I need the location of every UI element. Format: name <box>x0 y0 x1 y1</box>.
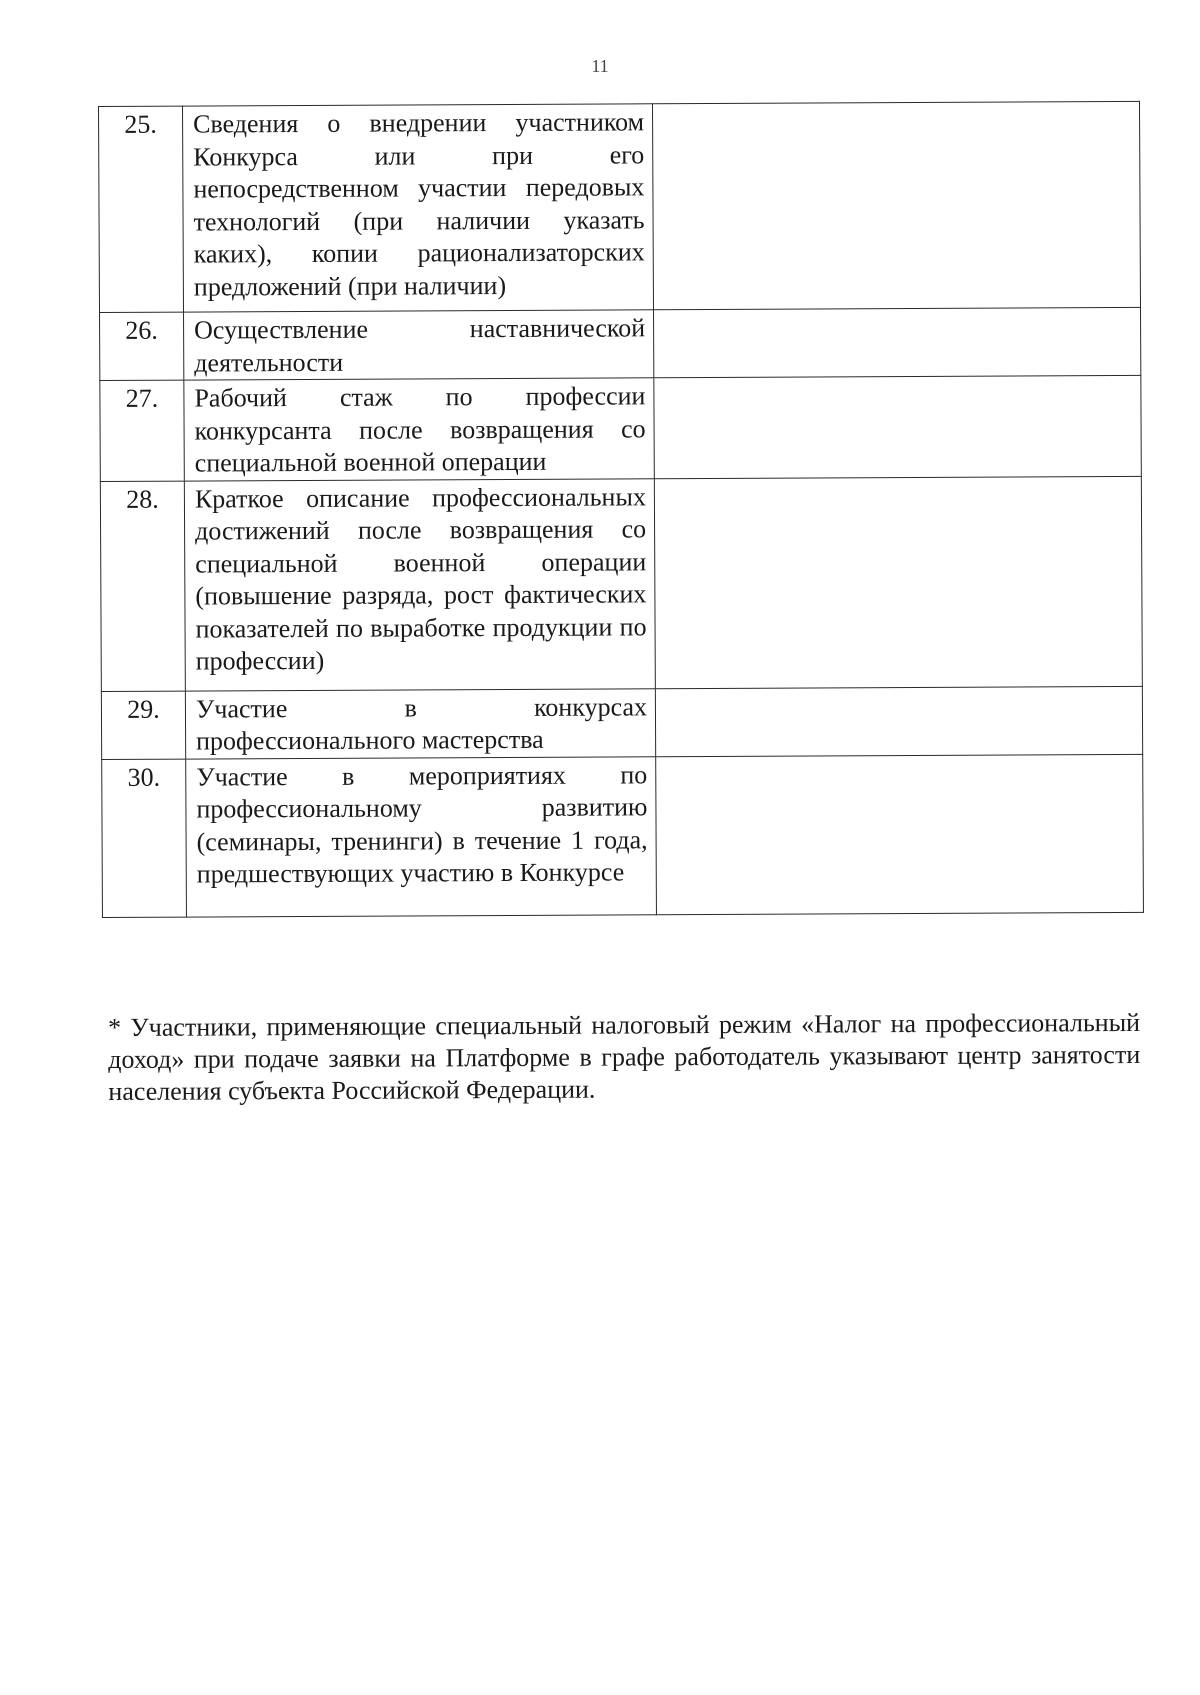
row-description: Участие в конкурсах профессионального мастерства <box>185 688 655 758</box>
table-row <box>100 476 1142 691</box>
row-number: 29. <box>101 691 185 759</box>
row-value-cell <box>655 686 1142 756</box>
table-row <box>101 686 1142 759</box>
table-row <box>102 754 1144 917</box>
row-description: Краткое описание профессиональных достижений после возвращения со специальной военной операции (повышение разряда, рост фактических показателей по выработке продукции по профессии) <box>184 478 655 690</box>
table-row <box>99 101 1141 312</box>
row-description: Рабочий стаж по профессии конкурсанта после возвращения со специальной военной операции <box>184 378 654 481</box>
row-value-cell <box>654 476 1142 688</box>
footnote: * Участники, применяющие специальный налоговый режим «Налог на профессиональный доход» при подаче заявки на Платформе в графе работодатель указывают центр занятости населения субъекта Российской Федерации. <box>108 1007 1141 1106</box>
row-description: Сведения о внедрении участником Конкурса или при его непосредственном участии передовых технологий (при наличии указать каких), копии рационализаторских предложений (при наличии) <box>183 104 654 312</box>
row-number: 28. <box>100 481 185 691</box>
row-value-cell <box>654 307 1141 377</box>
application-form-table <box>98 101 1144 918</box>
row-number: 26. <box>100 312 184 380</box>
table-row <box>100 375 1141 481</box>
row-number: 30. <box>102 759 187 917</box>
row-description: Осуществление наставнической деятельности <box>184 310 654 380</box>
row-value-cell <box>656 754 1144 914</box>
row-number: 27. <box>100 380 184 481</box>
row-number: 25. <box>99 106 184 312</box>
page-number: 11 <box>591 56 609 76</box>
row-value-cell <box>652 101 1140 309</box>
row-description: Участие в мероприятиях по профессиональному развитию (семинары, тренинги) в течение 1 года, предшествующих участию в Конкурсе <box>186 756 657 916</box>
table-row <box>100 307 1141 380</box>
row-value-cell <box>654 375 1141 478</box>
